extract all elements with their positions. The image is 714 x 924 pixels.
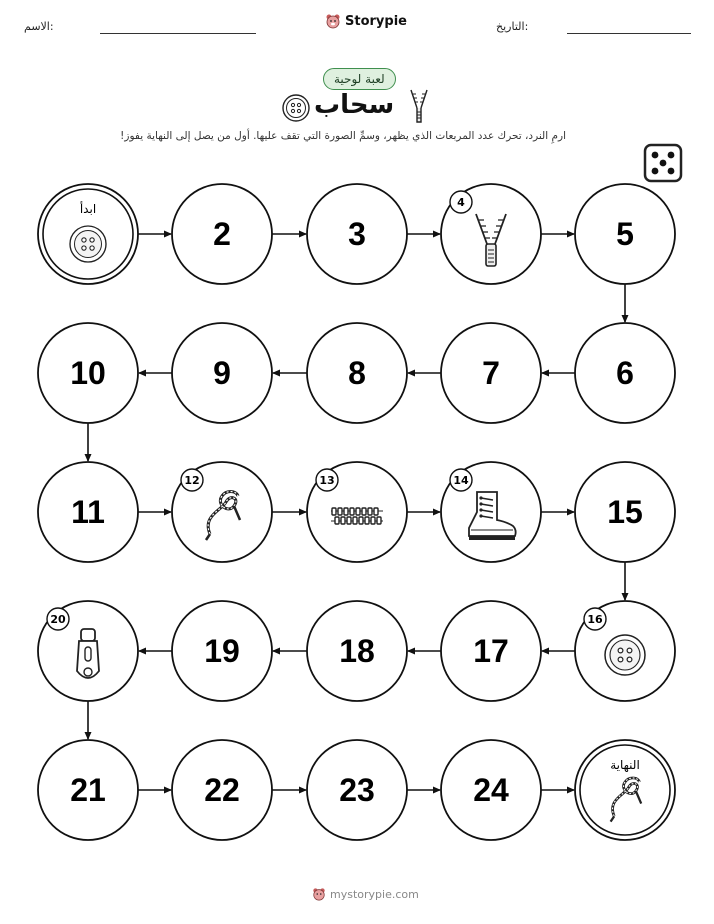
board-space-22 xyxy=(172,740,272,840)
instructions: ارمِ النرد، تحرك عدد المربعات الذي يظهر، وسمِّ الصورة التي تقف عليها. أول من يصل إلى النهاية يفوز! xyxy=(120,130,566,142)
space-number: 5 xyxy=(616,216,634,252)
space-number: 23 xyxy=(339,772,375,808)
space-number: 6 xyxy=(616,355,634,391)
space-number-small: 20 xyxy=(50,613,66,626)
board-space-23 xyxy=(307,740,407,840)
board-space-18 xyxy=(307,601,407,701)
space-number: 22 xyxy=(204,772,240,808)
board-space-3 xyxy=(307,184,407,284)
name-label: الاسم: xyxy=(24,20,54,33)
space-number-small: 13 xyxy=(319,474,335,487)
space-number: 18 xyxy=(339,633,375,669)
space-number: 21 xyxy=(70,772,106,808)
button-icon xyxy=(605,635,645,675)
board-space-11 xyxy=(38,462,138,562)
footer-brand[interactable] xyxy=(312,887,419,901)
board-space-24 xyxy=(441,740,541,840)
board-space-19 xyxy=(172,601,272,701)
space-number: 19 xyxy=(204,633,240,669)
game-badge: لعبة لوحية xyxy=(323,68,396,90)
board-space-12 xyxy=(172,462,272,562)
board-space-17 xyxy=(441,601,541,701)
board-space-4 xyxy=(441,184,541,284)
board-space-20 xyxy=(38,601,138,701)
space-number-small: 16 xyxy=(587,613,603,626)
board-space-7 xyxy=(441,323,541,423)
board-space-13 xyxy=(307,462,407,562)
space-number: 2 xyxy=(213,216,231,252)
board-space-14 xyxy=(441,462,541,562)
space-number: 24 xyxy=(473,772,509,808)
space-number-small: 14 xyxy=(453,474,469,487)
board-space-5 xyxy=(575,184,675,284)
board-space-10 xyxy=(38,323,138,423)
board-space-15 xyxy=(575,462,675,562)
board-space-8 xyxy=(307,323,407,423)
space-number: 8 xyxy=(348,355,366,391)
space-number: 11 xyxy=(71,494,105,530)
date-label: التاريخ: xyxy=(496,20,529,33)
space-number: 3 xyxy=(348,216,366,252)
board-space-9 xyxy=(172,323,272,423)
finish-space xyxy=(575,740,675,840)
space-number: 10 xyxy=(70,355,106,391)
board-space-16 xyxy=(575,601,675,701)
space-number: 17 xyxy=(473,633,509,669)
button-icon xyxy=(70,226,106,262)
board-space-21 xyxy=(38,740,138,840)
brand-name: Storypie xyxy=(345,13,407,29)
space-number-small: 4 xyxy=(457,196,465,209)
game-title: سحاب xyxy=(314,90,395,120)
zipper-pull-icon xyxy=(77,629,99,678)
start-label: ابدأ xyxy=(79,202,97,216)
space-number: 7 xyxy=(482,355,500,391)
space-number-small: 12 xyxy=(184,474,200,487)
finish-label: النهاية xyxy=(610,758,640,772)
board-space-6 xyxy=(575,323,675,423)
space-number: 15 xyxy=(607,494,643,530)
board-space-2 xyxy=(172,184,272,284)
bear-icon xyxy=(312,887,326,901)
space-number: 9 xyxy=(213,355,231,391)
start-space xyxy=(38,184,138,284)
footer-url: mystorypie.com xyxy=(330,887,419,901)
